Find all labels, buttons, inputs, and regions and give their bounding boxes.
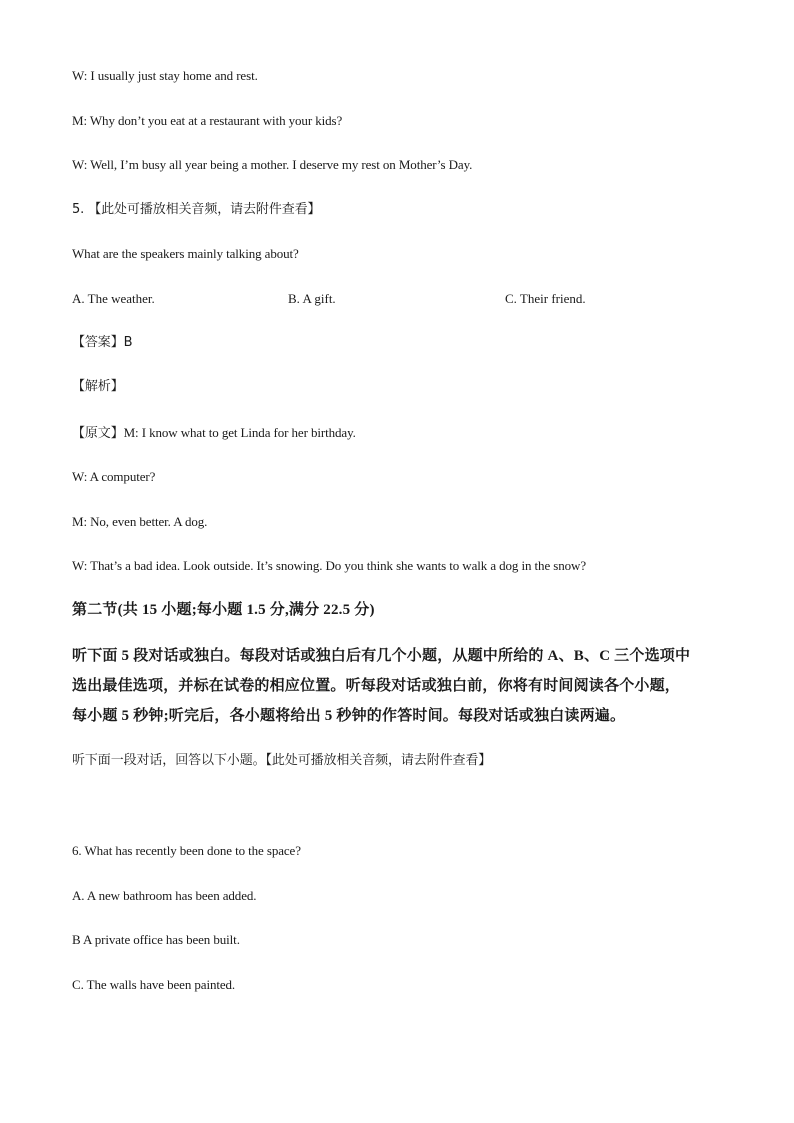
question-5-header: 5. 【此处可播放相关音频，请去附件查看】 [72, 202, 321, 217]
dialogue-line: W: Well, I’m busy all year being a mother. I deserve my rest on Mother’s Day. [72, 157, 473, 172]
q6-option-c: C. The walls have been painted. [72, 977, 236, 992]
question-6-text: 6. What has recently been done to the space? [72, 843, 301, 858]
transcript-line: 【原文】M: I know what to get Linda for her birthday. [72, 425, 356, 440]
transcript-line: W: That’s a bad idea. Look outside. It’s snowing. Do you think she wants to walk a dog in the snow? [72, 558, 586, 573]
section-title: 第二节(共 15 小题;每小题 1.5 分,满分 22.5 分) [72, 602, 375, 618]
transcript-line: M: No, even better. A dog. [72, 514, 208, 529]
transcript-line: W: A computer? [72, 469, 156, 484]
q6-option-b: B A private office has been built. [72, 932, 240, 947]
answer-label: 【答案】B [72, 335, 133, 350]
instruction-line: 选出最佳选项，并标在试卷的相应位置。听每段对话或独白前，你将有时间阅读各个小题， [72, 678, 681, 694]
analysis-label: 【解析】 [72, 379, 124, 394]
q5-option-b: B. A gift. [288, 291, 336, 306]
q5-option-c: C. Their friend. [505, 291, 586, 306]
question-5-text: What are the speakers mainly talking about? [72, 246, 299, 261]
instruction-line: 每小题 5 秒钟;听完后，各小题将给出 5 秒钟的作答时间。每段对话或独白读两遍。 [72, 708, 626, 724]
q5-option-a: A. The weather. [72, 291, 155, 306]
listen-intro: 听下面一段对话，回答以下小题。【此处可播放相关音频，请去附件查看】 [72, 753, 492, 768]
dialogue-line: M: Why don’t you eat at a restaurant with your kids? [72, 113, 343, 128]
q6-option-a: A. A new bathroom has been added. [72, 888, 257, 903]
dialogue-line: W: I usually just stay home and rest. [72, 68, 258, 83]
instruction-line: 听下面 5 段对话或独白。每段对话或独白后有几个小题，从题中所给的 A、B、C 三个选项中 [72, 648, 691, 664]
